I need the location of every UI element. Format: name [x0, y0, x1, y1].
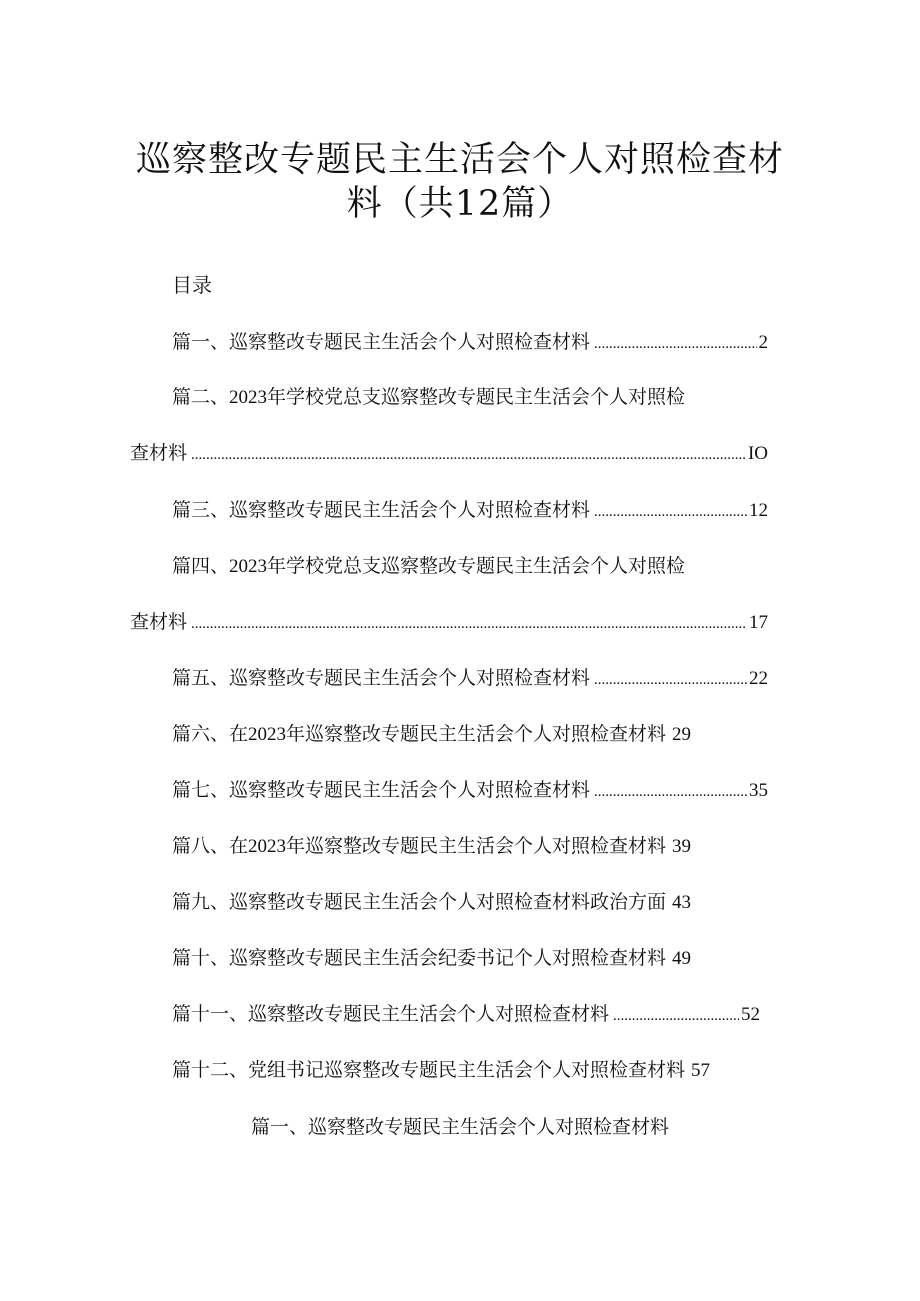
toc-entry-text: 查材料 [130, 611, 188, 633]
toc-entry-text: 篇六、在2023年巡察整改专题民主生活会个人对照检查材料 [172, 723, 667, 745]
toc-entry-4[interactable] [172, 551, 772, 581]
toc-entry-page: 52 [741, 1004, 760, 1025]
toc-entry-2[interactable] [172, 382, 772, 412]
toc-entry-text: 篇一、巡察整改专题民主生活会个人对照检查材料 [172, 331, 591, 353]
toc-entry-page: 57 [691, 1060, 711, 1081]
toc-entry-text: 篇四、2023年学校党总支巡察整改专题民主生活会个人对照检 [172, 555, 686, 577]
toc-entry-text: 篇三、巡察整改专题民主生活会个人对照检查材料 [172, 499, 591, 521]
toc-leader-dots [594, 329, 756, 359]
toc-entry-text: 篇十、巡察整改专题民主生活会纪委书记个人对照检查材料 [172, 947, 667, 969]
toc-entry-text: 篇二、2023年学校党总支巡察整改专题民主生活会个人对照检 [172, 386, 686, 408]
toc-entry-page: IO [747, 443, 768, 464]
toc-leader-dots [594, 777, 747, 807]
toc-entry-text: 篇五、巡察整改专题民主生活会个人对照检查材料 [172, 667, 591, 689]
toc-entry-3[interactable] [172, 495, 768, 525]
toc-entry-page: 43 [672, 892, 692, 913]
toc-entry-10[interactable] [172, 943, 772, 973]
toc-entry-text: 篇十一、巡察整改专题民主生活会个人对照检查材料 [172, 1003, 610, 1025]
toc-entry-6[interactable] [172, 719, 772, 749]
toc-entry-page: 35 [749, 780, 768, 801]
toc-entry-7[interactable] [172, 775, 768, 805]
toc-entry-1[interactable] [172, 327, 768, 357]
toc-entry-text: 查材料 [130, 442, 188, 464]
toc-leader-dots [594, 665, 747, 695]
toc-entry-text: 篇七、巡察整改专题民主生活会个人对照检查材料 [172, 779, 591, 801]
toc-entry-4-continuation[interactable] [130, 607, 768, 637]
toc-entry-11[interactable] [172, 999, 760, 1029]
toc-entry-9[interactable] [172, 887, 772, 917]
toc-entry-2-continuation[interactable] [130, 438, 768, 468]
toc-entry-page: 17 [749, 612, 768, 633]
toc-entry-page: 2 [758, 332, 768, 353]
toc-entry-8[interactable] [172, 831, 772, 861]
toc-leader-dots [191, 440, 746, 470]
document-title-line-1: 巡察整改专题民主生活会个人对照检查材 [135, 140, 784, 180]
toc-entry-12[interactable] [172, 1055, 792, 1085]
toc-entry-text: 篇八、在2023年巡察整改专题民主生活会个人对照检查材料 [172, 835, 667, 857]
toc-entry-page: 22 [749, 668, 768, 689]
toc-entry-page: 29 [672, 724, 692, 745]
toc-entry-text: 篇九、巡察整改专题民主生活会个人对照检查材料政治方面 [172, 891, 667, 913]
section-title: 篇一、巡察整改专题民主生活会个人对照检查材料 [250, 1116, 669, 1138]
toc-entry-text: 篇十二、党组书记巡察整改专题民主生活会个人对照检查材料 [172, 1059, 686, 1081]
toc-entry-page: 39 [672, 836, 692, 857]
toc-heading: 目录 [172, 273, 212, 297]
toc-entry-page: 12 [749, 500, 768, 521]
toc-leader-dots [613, 1001, 739, 1031]
toc-entry-5[interactable] [172, 663, 768, 693]
toc-leader-dots [594, 497, 747, 527]
toc-leader-dots [191, 609, 747, 639]
toc-entry-page: 49 [672, 948, 692, 969]
document-title-line-2: 料（共12篇） [346, 184, 574, 224]
